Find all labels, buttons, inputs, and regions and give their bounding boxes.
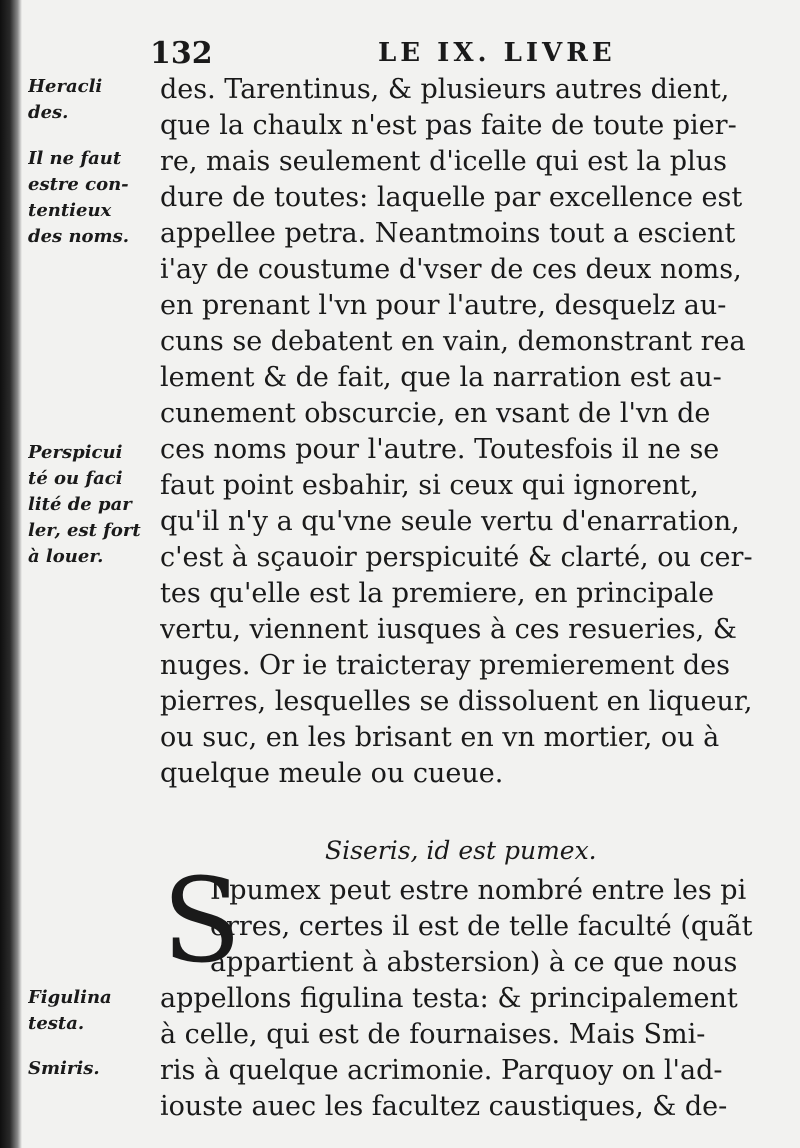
text-line: pierres, lesquelles se dissoluent en liqueur,	[160, 686, 753, 717]
text-line: à celle, qui est de fournaises. Mais Smi-	[160, 1019, 706, 1050]
text-line: re, mais seulement d'icelle qui est la plus	[160, 146, 727, 177]
text-line: faut point esbahir, si ceux qui ignorent,	[160, 470, 699, 501]
text-line: appellons figulina testa: & principalement	[160, 983, 738, 1014]
margin-note-line: estre con-	[28, 174, 129, 195]
margin-note-line: té ou faci	[28, 468, 123, 489]
page-header	[0, 36, 800, 72]
text-line: en prenant l'vn pour l'autre, desquelz au-	[160, 290, 727, 321]
text-line: nuges. Or ie traicteray premierement des	[160, 650, 730, 681]
margin-note-line: Heracli	[28, 76, 103, 97]
drop-cap: S	[162, 854, 242, 989]
text-line: erres, certes il est de telle faculté (quãt	[210, 911, 753, 942]
page-binding-shadow	[0, 0, 22, 1148]
margin-note-line: Perspicui	[28, 442, 123, 463]
text-line: cunement obscurcie, en vsant de l'vn de	[160, 398, 711, 429]
text-line: appartient à abstersion) à ce que nous	[210, 947, 738, 978]
text-line: tes qu'elle est la premiere, en principale	[160, 578, 715, 609]
margin-note-line: testa.	[28, 1013, 85, 1034]
text-line: iouste auec les facultez caustiques, & de-	[160, 1091, 728, 1122]
text-line: cuns se debatent en vain, demonstrant rea	[160, 326, 746, 357]
text-line: qu'il n'y a qu'vne seule vertu d'enarration,	[160, 506, 740, 537]
text-line: appellee petra. Neantmoins tout a escient	[160, 218, 736, 249]
margin-note-line: lité de par	[28, 494, 132, 515]
text-line: ris à quelque acrimonie. Parquoy on l'ad-	[160, 1055, 723, 1086]
text-line: que la chaulx n'est pas faite de toute pier-	[160, 110, 737, 141]
margin-note-noms	[28, 146, 156, 250]
margin-note-perspicuite	[28, 440, 156, 570]
running-title: LE IX. LIVRE	[378, 38, 616, 68]
text-line: vertu, viennent iusques à ces resueries, &	[160, 614, 737, 645]
text-line: des. Tarentinus, & plusieurs autres dient,	[160, 74, 730, 105]
margin-note-line: Figulina	[28, 987, 112, 1008]
paragraph-main	[160, 72, 778, 792]
margin-note-line: à louer.	[28, 546, 104, 567]
text-line: ces noms pour l'autre. Toutesfois il ne se	[160, 434, 720, 465]
text-line: i'ay de coustume d'vser de ces deux noms,	[160, 254, 742, 285]
text-line: I pumex peut estre nombré entre les pi	[210, 875, 747, 906]
text-line: c'est à sçauoir perspicuité & clarté, ou cer-	[160, 542, 753, 573]
margin-note-line: ler, est fort	[28, 520, 141, 541]
margin-note-heraclides	[28, 74, 156, 126]
margin-note-line: des.	[28, 102, 69, 123]
margin-note-figulina	[28, 985, 156, 1037]
margin-note-smiris	[28, 1056, 156, 1082]
paragraph-section	[160, 854, 778, 1125]
text-line: dure de toutes: laquelle par excellence est	[160, 182, 743, 213]
margin-note-line: Il ne faut	[28, 148, 122, 169]
margin-note-line: tentieux	[28, 200, 112, 221]
section-title: Siseris, id est pumex.	[325, 836, 597, 865]
margin-note-line: Smiris.	[28, 1058, 100, 1079]
page-number: 132	[150, 36, 213, 71]
margin-note-line: des noms.	[28, 226, 129, 247]
text-line: quelque meule ou cueue.	[160, 758, 504, 789]
text-line: lement & de fait, que la narration est au-	[160, 362, 722, 393]
text-line: ou suc, en les brisant en vn mortier, ou à	[160, 722, 720, 753]
